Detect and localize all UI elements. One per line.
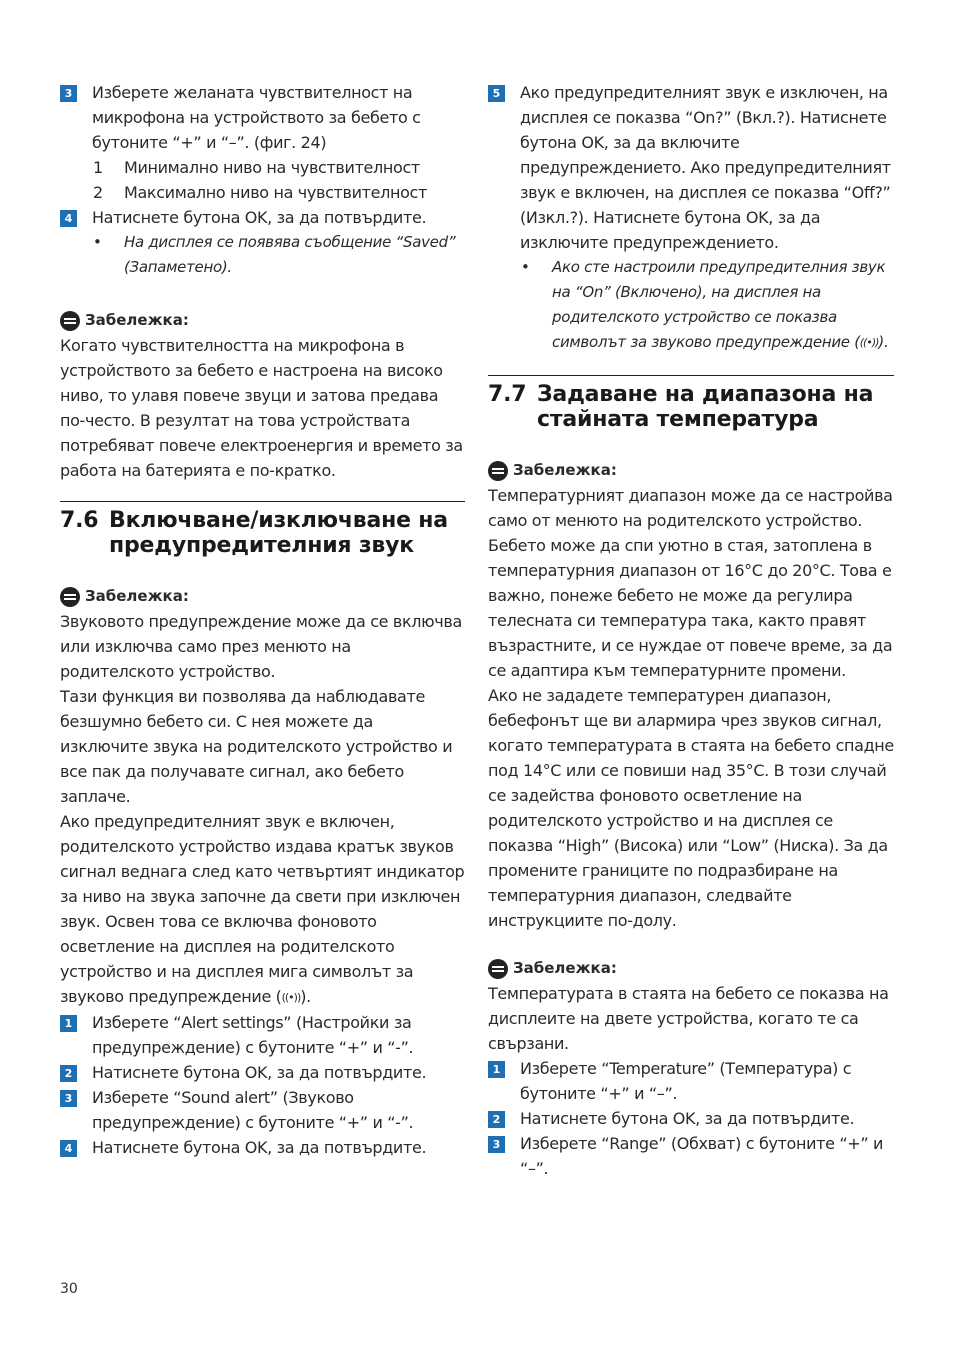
step-number-badge: 3 (488, 1136, 505, 1153)
bullet-text: ). (878, 333, 889, 351)
step-number-badge: 1 (488, 1061, 505, 1078)
section-title: Задаване на диапазона на стайната температура (537, 382, 874, 432)
section-number: 7.6 (60, 508, 99, 533)
sub-item (60, 180, 465, 205)
step-text: Ако предупредителният звук е изключен, на дисплея се показва “On?” (Вкл.?). Натиснете бутона OK, за да включите предупреждението. Ако предупредителният звук е включен, на дисплея се показва “Off?” (Изкл.?). Натиснете бутона OK, за да изключите предупреждението. (520, 83, 891, 252)
step-number-badge: 4 (60, 1140, 77, 1157)
bullet-text: Ако сте настроили предупредителния звук на “On” (Включено), на дисплея на родителското устройство се показва символът за звуково предупреждение ( (552, 258, 886, 351)
note-label: Забележка: (85, 311, 189, 329)
step-text: Изберете желаната чувствителност на микрофона на устройството за бебето с бутоните “+” и “–”. (фиг. 24) (92, 83, 421, 152)
paragraph: Ако не зададете температурен диапазон, бебефонът ще ви алармира чрез звуков сигнал, когато температурата в стаята на бебето спадне под 14°C или се повиши над 35°C. В този случай се задейства фоновото осветление на родителското устройство и на дисплея се показва “High” (Висока) или “Low” (Ниска). За да промените границите по подразбиране на температурния диапазон, следвайте инструкциите по-долу. (488, 686, 894, 930)
note-text: Температурата в стаята на бебето се показва на дисплеите на двете устройства, когато те са свързани. (488, 984, 889, 1053)
section-title: Включване/изключване на предупредителния звук (109, 508, 448, 558)
note-icon (488, 461, 508, 481)
step-number-badge: 2 (488, 1111, 505, 1128)
bullet-icon: • (93, 233, 102, 251)
paragraph (60, 809, 465, 1010)
step-item (60, 1135, 465, 1160)
note-heading (60, 584, 465, 609)
note-label: Забележка: (513, 959, 617, 977)
step-item (488, 1131, 894, 1181)
bullet-item (488, 255, 894, 355)
bullet-text: На дисплея се появява съобщение “Saved” (Запаметено). (124, 233, 456, 276)
step-item (60, 80, 465, 155)
section-heading (488, 382, 894, 432)
sub-item (60, 155, 465, 180)
step-text: Изберете “Temperature” (Температура) с бутоните “+” и “–”. (520, 1059, 852, 1103)
paragraph: Звуковото предупреждение може да се включва или изключва само през менюто на родителското устройство. (60, 612, 462, 681)
step-item (60, 1085, 465, 1135)
step-item (488, 1056, 894, 1106)
step-text: Натиснете бутона OK, за да потвърдите. (520, 1109, 855, 1128)
bullet-item (60, 230, 465, 280)
section-number: 7.7 (488, 382, 527, 407)
paragraph-text: Ако предупредителният звук е включен, родителското устройство издава кратък звуков сигнал веднага след като четвъртият индикатор за ниво на звука започне да свети при изключен звук. Освен това се включва фоновото осветление на дисплея на родителското устройство и на дисплея мига символът за звуково предупреждение ( (60, 812, 465, 1006)
page-number: 30 (60, 1281, 78, 1297)
step-number-badge: 2 (60, 1065, 77, 1082)
paragraph: Тази функция ви позволява да наблюдавате безшумно бебето си. С нея можете да изключите звука на родителското устройство и все пак да получавате сигнал, ако бебето заплаче. (60, 687, 453, 806)
paragraph-text: ). (300, 987, 311, 1006)
step-text: Изберете “Alert settings” (Настройки за предупреждение) с бутоните “+” и “-”. (92, 1013, 414, 1057)
note-label: Забележка: (513, 461, 617, 479)
sub-item-number: 2 (93, 183, 103, 202)
sub-item-number: 1 (93, 158, 103, 177)
note-icon (488, 959, 508, 979)
note-text: Когато чувствителността на микрофона в устройството за бебето е настроена на високо ниво, то улавя повече звуци и затова предава по-често. В резултат на това устройствата потребяват повече електроенергия и времето за работа на батерията е по-кратко. (60, 336, 463, 480)
section-divider (488, 375, 894, 376)
note-icon (60, 587, 80, 607)
step-number-badge: 5 (488, 85, 505, 102)
step-item (488, 1106, 894, 1131)
step-text: Изберете “Sound alert” (Звуково предупреждение) с бутоните “+” и “-”. (92, 1088, 414, 1132)
bullet-icon: • (521, 258, 530, 276)
note-heading (488, 956, 894, 981)
right-column (488, 80, 894, 1181)
section-heading (60, 508, 465, 558)
section-divider (60, 501, 465, 502)
step-item (60, 205, 465, 230)
sound-alert-icon: ((•)) (281, 991, 301, 1004)
sub-item-text: Максимално ниво на чувствителност (124, 183, 427, 202)
note-icon (60, 311, 80, 331)
note-heading (488, 458, 894, 483)
sub-item-text: Минимално ниво на чувствителност (124, 158, 420, 177)
paragraph: Бебето може да спи уютно в стая, затоплена в температурния диапазон от 16°C до 20°C. Това е важно, понеже бебето не може да регулира телесната си температура така, както правят възрастните, и се нуждае от повече време, за да се адаптира към температурните промени. (488, 536, 893, 680)
note-label: Забележка: (85, 587, 189, 605)
sound-alert-icon: ((•)) (859, 336, 879, 349)
step-text: Натиснете бутона OK, за да потвърдите. (92, 1063, 427, 1082)
step-item (60, 1060, 465, 1085)
paragraph: Температурният диапазон може да се настройва само от менюто на родителското устройство. (488, 486, 893, 530)
left-column (60, 80, 465, 1160)
step-number-badge: 3 (60, 85, 77, 102)
step-number-badge: 4 (60, 210, 77, 227)
step-item (488, 80, 894, 255)
step-text: Натиснете бутона OK, за да потвърдите. (92, 1138, 427, 1157)
step-text: Натиснете бутона OK, за да потвърдите. (92, 208, 427, 227)
note-heading (60, 308, 465, 333)
step-item (60, 1010, 465, 1060)
step-text: Изберете “Range” (Обхват) с бутоните “+” и “–”. (520, 1134, 884, 1178)
step-number-badge: 3 (60, 1090, 77, 1107)
step-number-badge: 1 (60, 1015, 77, 1032)
